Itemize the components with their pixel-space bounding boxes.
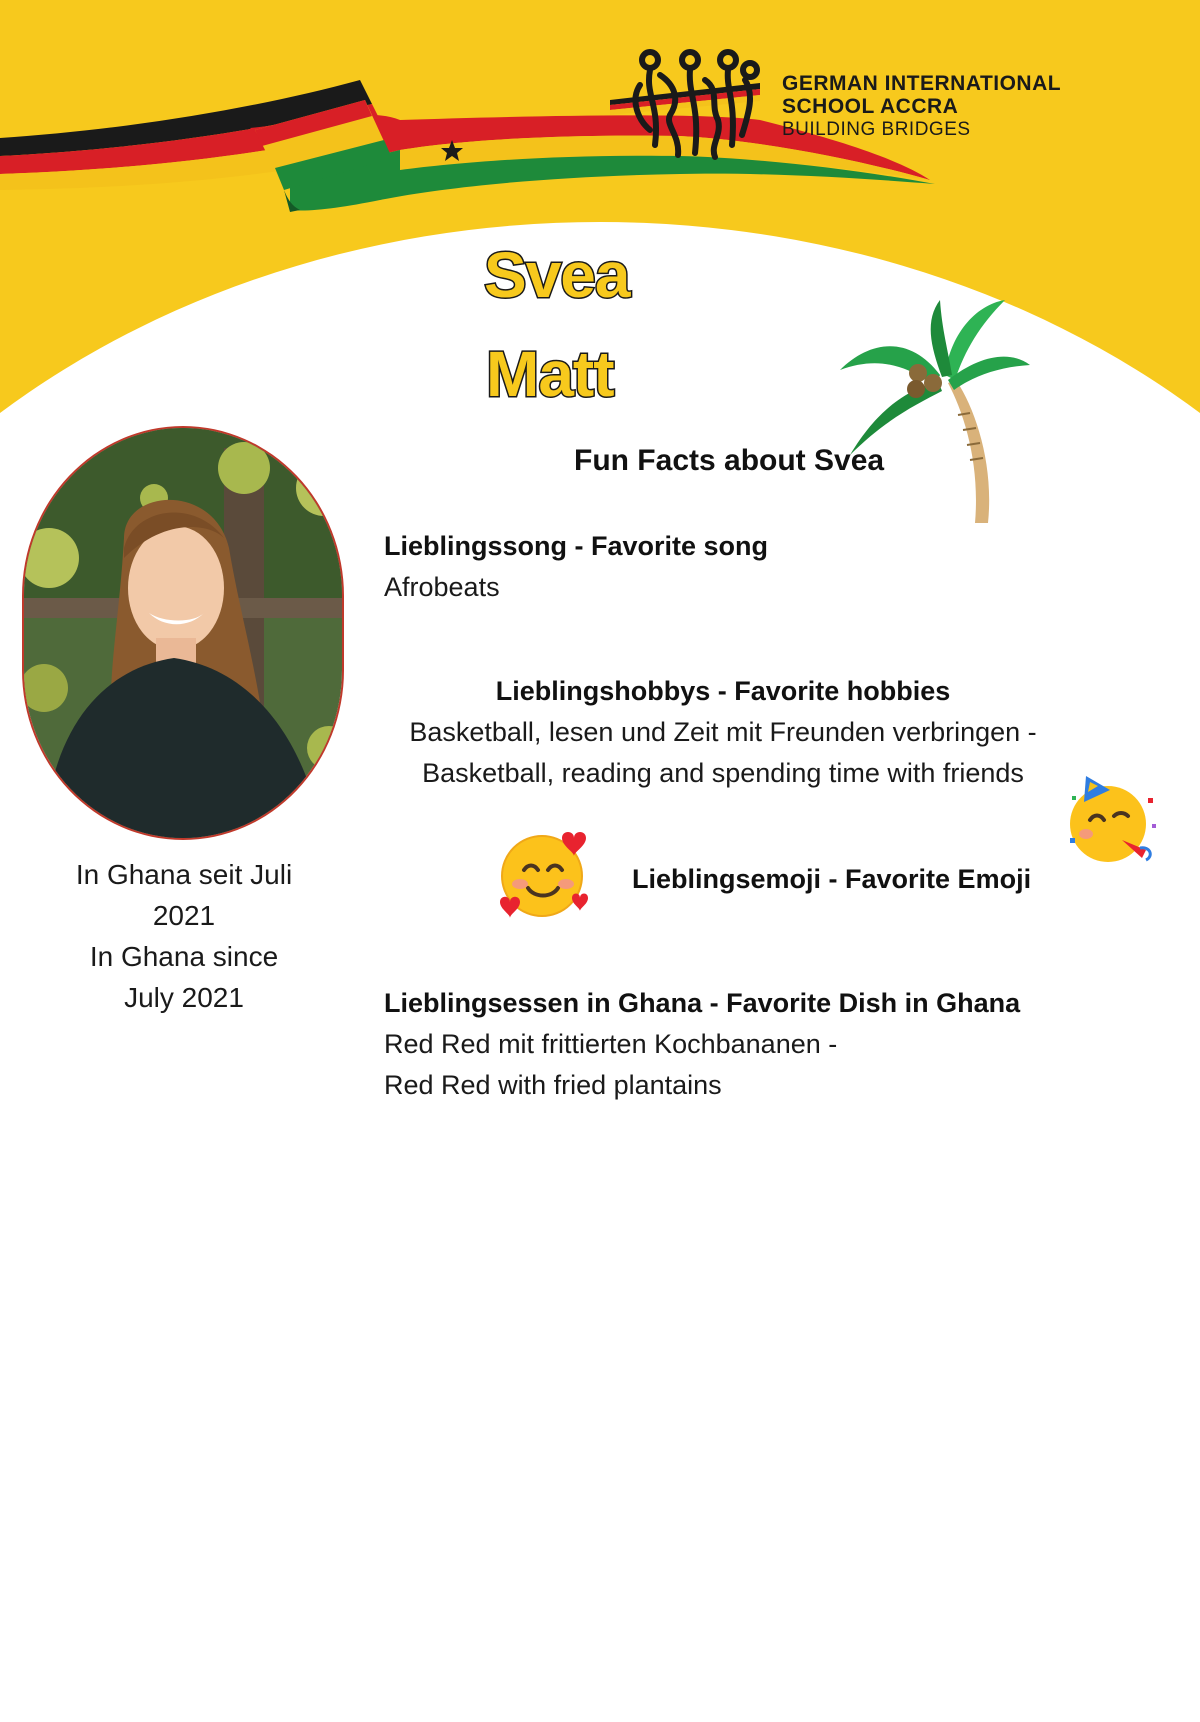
school-tagline: BUILDING BRIDGES — [782, 119, 971, 140]
palm-tree-icon — [830, 295, 1030, 530]
fact-song-text: Afrobeats — [384, 572, 500, 602]
school-name-block — [782, 72, 1061, 141]
time-in-ghana — [40, 854, 328, 1018]
fact-dish-heading: Lieblingsessen in Ghana - Favorite Dish in Ghana — [384, 988, 1021, 1018]
since-en-line-2: July 2021 — [124, 982, 244, 1013]
fact-hobbies-text-de: Basketball, lesen und Zeit mit Freunden verbringen - — [409, 717, 1037, 747]
first-name: Svea — [484, 239, 630, 311]
fact-hobbies-heading: Lieblingshobbys - Favorite hobbies — [495, 676, 951, 706]
school-logo-icon — [610, 45, 780, 165]
profile-photo — [22, 426, 344, 840]
partying-face-icon — [1062, 768, 1162, 868]
since-de-line-1: In Ghana seit Juli — [75, 859, 293, 890]
school-name-line-1: GERMAN INTERNATIONAL — [782, 72, 1062, 95]
smiling-face-with-hearts-icon — [496, 826, 592, 922]
fact-hobbies-text-en: Basketball, reading and spending time with friends — [422, 758, 1024, 788]
since-de-line-2: 2021 — [152, 900, 216, 931]
fact-dish-text-en: Red Red with fried plantains — [384, 1070, 722, 1100]
section-title: Fun Facts about Svea — [574, 444, 885, 477]
last-name: Matt — [486, 338, 614, 410]
fact-emoji-heading: Lieblingsemoji - Favorite Emoji — [632, 864, 1032, 894]
school-name-line-2: SCHOOL ACCRA — [782, 95, 959, 118]
since-en-line-1: In Ghana since — [89, 941, 279, 972]
fact-dish-text-de: Red Red mit frittierten Kochbananen - — [384, 1029, 838, 1059]
fact-song-heading: Lieblingssong - Favorite song — [384, 531, 769, 561]
